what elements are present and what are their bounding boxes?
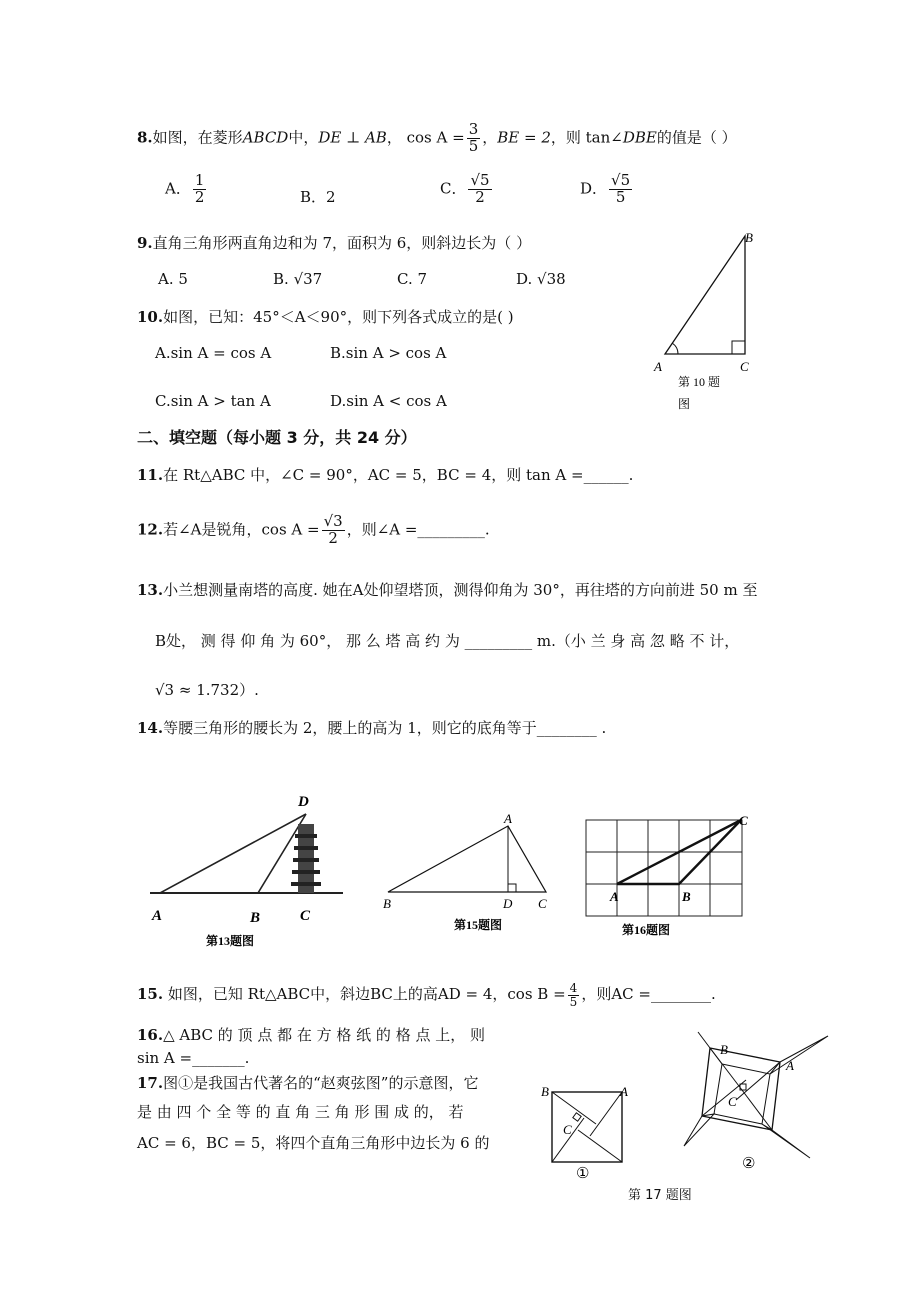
- q9-option-b: B. √37: [273, 270, 323, 288]
- q17-line2: 是 由 四 个 全 等 的 直 角 三 角 形 围 成 的， 若: [137, 1103, 464, 1121]
- q8-option-b: B．2: [300, 188, 336, 206]
- label-a: A: [654, 359, 662, 374]
- figure-caption: 第15题图: [454, 918, 503, 932]
- q8-text: ，则 tan∠: [550, 128, 623, 147]
- q8-cos-label: cos A =: [406, 128, 465, 147]
- triangle-abc: [388, 826, 546, 892]
- q8-option-d: D． $\frac{√5}{5}$: [580, 171, 631, 206]
- pinwheel-blade: [762, 1124, 810, 1158]
- q8-option-c: C． $\frac{√5}{2}$: [440, 171, 490, 206]
- q8-text: 如图，在菱形: [152, 128, 243, 147]
- q17-line1: 17.图①是我国古代著名的“赵爽弦图”的示意图，它: [137, 1074, 479, 1092]
- label-d: D: [298, 794, 309, 810]
- q8-be: BE = 2: [497, 128, 551, 147]
- inner-square: [714, 1064, 770, 1124]
- question-number: 10.: [137, 308, 164, 326]
- question-number: 8.: [137, 128, 153, 147]
- label-c: C: [538, 896, 547, 911]
- q10-stem: 10.如图，已知：45°＜A＜90°，则下列各式成立的是( ): [137, 308, 514, 326]
- figure-caption: 图: [678, 397, 691, 411]
- q10-option-a: A.sin A = cos A: [155, 344, 272, 362]
- q10-option-c: C.sin A > tan A: [155, 392, 271, 410]
- label-c: C: [563, 1122, 572, 1137]
- label-c: C: [739, 813, 748, 828]
- q8-text: 的值是（ ）: [656, 128, 737, 147]
- figure-q16: [580, 810, 760, 940]
- pagoda-icon: [291, 824, 321, 893]
- q8-cos-frac: $\frac{3}{5}$: [468, 120, 479, 155]
- q8-angle: DBE: [622, 128, 657, 147]
- q15: 15. 如图，已知 Rt△ABC中，斜边BC上的高AD = 4，cos B = $\frac{4}{5}$ ，则AC =________.: [137, 981, 716, 1009]
- triangle-leg: [552, 1092, 596, 1124]
- question-number: 13.: [137, 581, 164, 599]
- label-b: B: [541, 1084, 549, 1099]
- label-a: A: [620, 1084, 628, 1099]
- q11: 11.在 Rt△ABC 中，∠C = 90°，AC = 5，BC = 4，则 tan A =______.: [137, 466, 634, 484]
- q16-line1: 16.△ ABC 的 顶 点 都 在 方 格 纸 的 格 点 上， 则: [137, 1026, 486, 1044]
- q16-line2: sin A =_______.: [137, 1049, 250, 1067]
- question-number: 17.: [137, 1074, 164, 1092]
- figure-q17-1: [538, 1080, 638, 1180]
- q13-line1: 13.小兰想测量南塔的高度. 她在A处仰望塔顶，测得仰角为 30°，再往塔的方向前进 50 m 至: [137, 581, 758, 599]
- right-angle-mark: [508, 884, 516, 892]
- q13-line2: B处， 测 得 仰 角 为 60°， 那 么 塔 高 约 为 _________ m.（小 兰 身 高 忽 略 不 计，: [155, 632, 740, 650]
- question-number: 11.: [137, 466, 164, 484]
- q17-line3: AC = 6，BC = 5，将四个直角三角形中边长为 6 的: [137, 1134, 490, 1152]
- angle-arc: [672, 343, 678, 354]
- question-number: 15.: [137, 985, 164, 1004]
- q9-option-d: D. √38: [516, 270, 566, 288]
- figure-q13: [148, 792, 348, 952]
- triangle-leg: [742, 1090, 772, 1130]
- label-a: A: [786, 1058, 794, 1073]
- label-b: B: [720, 1042, 728, 1057]
- question-number: 16.: [137, 1026, 164, 1044]
- label-a: A: [504, 811, 512, 826]
- q10-option-d: D.sin A < cos A: [330, 392, 447, 410]
- q9-option-c: C. 7: [397, 270, 428, 288]
- q8-option-a: A． $\frac{1}{2}$: [165, 171, 205, 206]
- q9-stem: 9.直角三角形两直角边和为 7，面积为 6，则斜边长为（ ）: [137, 234, 532, 252]
- figure-caption: 第 10 题: [678, 375, 721, 389]
- q8-text: 中，: [288, 128, 319, 147]
- triangle-leg: [736, 1062, 780, 1100]
- label-b: B: [682, 889, 691, 904]
- label-b: B: [383, 896, 391, 911]
- figure-caption: 第16题图: [622, 923, 671, 937]
- q14: 14.等腰三角形的腰长为 2，腰上的高为 1，则它的底角等于________ .: [137, 719, 607, 737]
- right-angle-mark: [573, 1113, 581, 1121]
- question-number: 12.: [137, 520, 164, 539]
- figure-q17-2: [670, 1028, 830, 1178]
- q13-line3: √3 ≈ 1.732）.: [155, 681, 259, 699]
- label-b: B: [250, 910, 261, 926]
- figure-q15: [378, 810, 558, 940]
- q9-option-a: A. 5: [158, 270, 188, 288]
- sightline-a: [160, 814, 306, 893]
- q8-perp: DE ⊥ AB: [318, 128, 387, 147]
- label-a: A: [610, 889, 619, 904]
- triangle-leg: [578, 1130, 622, 1162]
- figure-number: ①: [576, 1166, 590, 1180]
- question-number: 9.: [137, 234, 153, 252]
- pinwheel-blade: [684, 1114, 714, 1146]
- triangle-leg: [702, 1080, 746, 1116]
- q12: 12.若∠A是锐角，cos A = $\frac{√3}{2}$ ，则∠A =_________.: [137, 512, 490, 547]
- figure-q10: [650, 228, 770, 418]
- section-title: 二、填空题（每小题 3 分，共 24 分）: [137, 428, 417, 447]
- label-d: D: [503, 896, 513, 911]
- figure-caption-q17: 第 17 题图: [628, 1188, 692, 1203]
- label-a: A: [152, 908, 163, 924]
- q10-option-b: B.sin A > cos A: [330, 344, 447, 362]
- figure-caption: 第13题图: [206, 934, 255, 948]
- figure-number: ②: [742, 1156, 756, 1172]
- label-c: C: [728, 1094, 737, 1109]
- triangle-leg: [590, 1092, 622, 1136]
- label-c: C: [300, 908, 311, 924]
- right-angle-mark: [732, 341, 745, 354]
- triangle-abc: [665, 236, 745, 354]
- pinwheel-blade: [770, 1036, 828, 1074]
- q8-stem: 8.如图，在菱形ABCD中，DE ⊥ AB， cos A = $\frac{3}{5}$ ，BE = 2，则 tan∠DBE的值是（ ）: [137, 120, 737, 155]
- label-b: B: [745, 230, 753, 245]
- label-c: C: [740, 359, 749, 374]
- question-number: 14.: [137, 719, 164, 737]
- q8-rhombus: ABCD: [242, 128, 289, 147]
